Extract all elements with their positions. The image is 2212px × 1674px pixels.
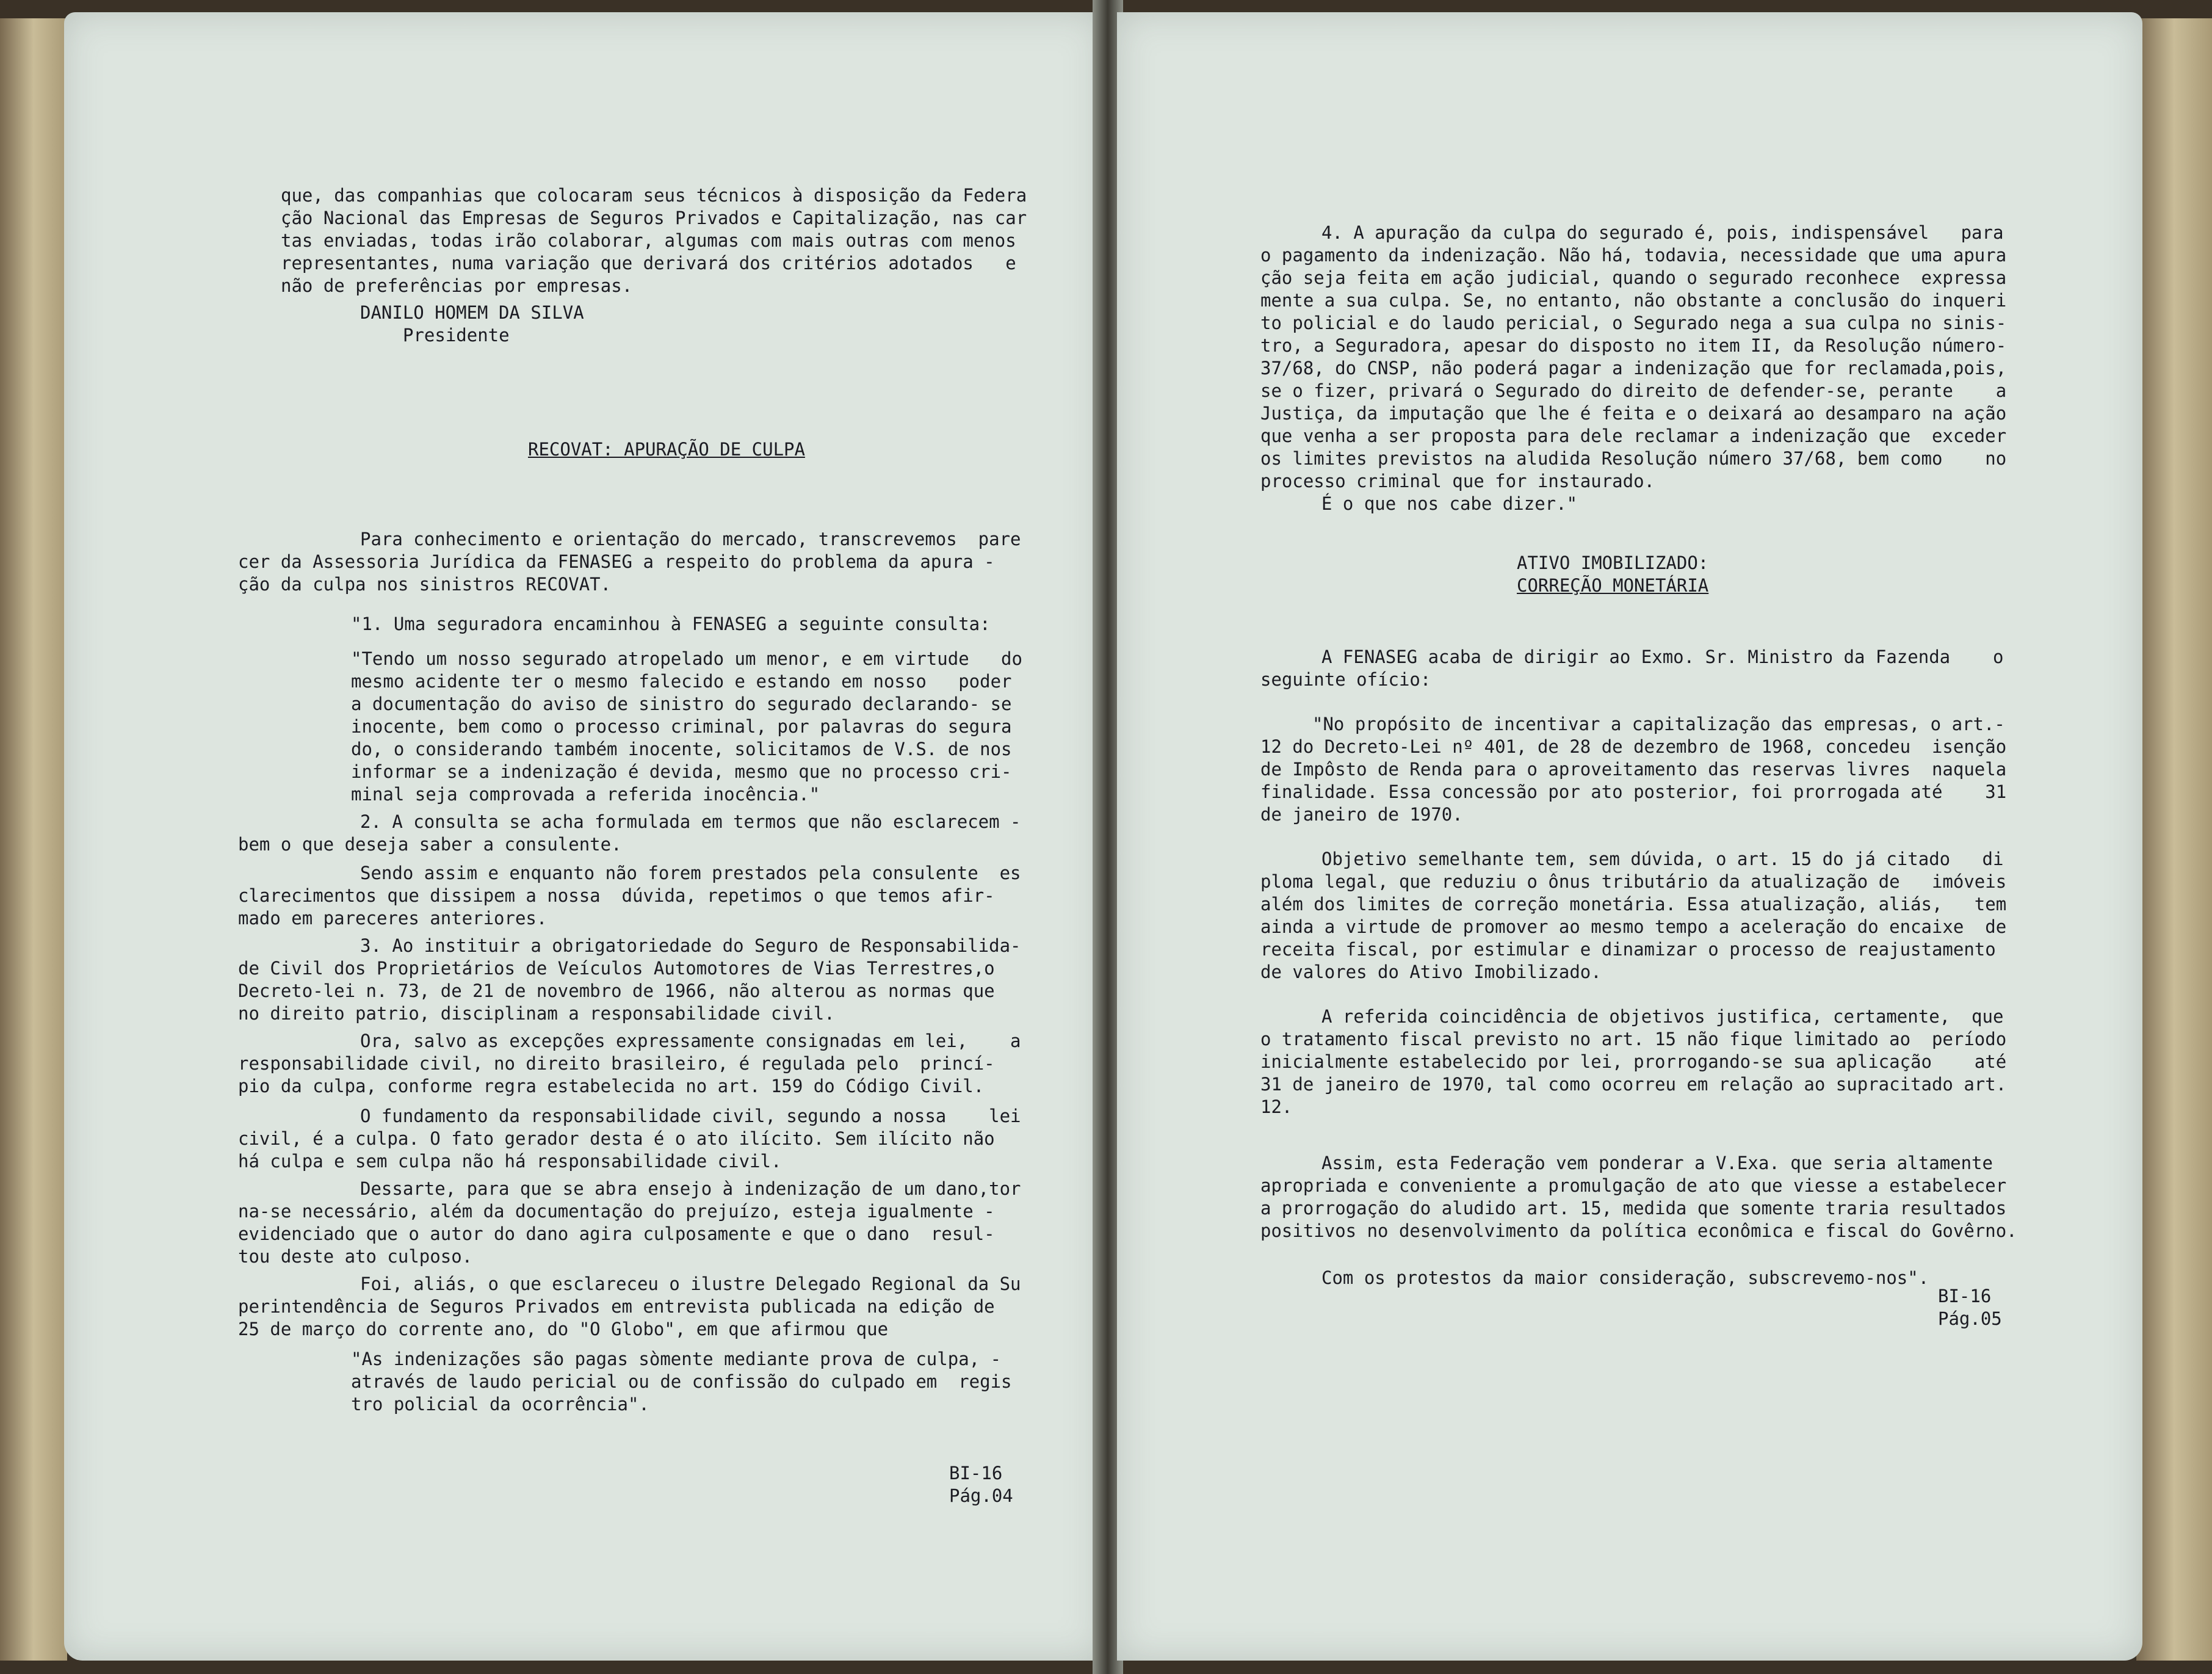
text-line: pio da culpa, conforme regra estabelecida no art. 159 do Código Civil.	[238, 1076, 985, 1096]
text-line: na-se necessário, além da documentação do prejuízo, esteja igualmente -	[238, 1201, 995, 1222]
text-line: 2. A consulta se acha formulada em termos que não esclarecem -	[360, 811, 1021, 832]
text-line: ção Nacional das Empresas de Seguros Privados e Capitalização, nas car	[281, 208, 1027, 228]
text-line: cer da Assessoria Jurídica da FENASEG a respeito do problema da apura -	[238, 551, 995, 572]
text-line: não de preferências por empresas.	[281, 275, 633, 296]
text-line: responsabilidade civil, no direito brasileiro, é regulada pelo princí-	[238, 1053, 995, 1074]
paragraph	[1260, 646, 2127, 691]
text-line: tou deste ato culposo.	[238, 1246, 473, 1267]
text-line: o pagamento da indenização. Não há, todavia, necessidade que uma apura	[1260, 245, 2007, 266]
text-line: Assim, esta Federação vem ponderar a V.Exa. que seria altamente	[1321, 1153, 1993, 1173]
text-line: Decreto-lei n. 73, de 21 de novembro de 1966, não alterou as normas que	[238, 980, 995, 1001]
text-line: no direito patrio, disciplinam a responsabilidade civil.	[238, 1003, 835, 1024]
text-line: Justiça, da imputação que lhe é feita e o deixará ao desamparo na ação	[1260, 403, 2007, 424]
right-page	[1117, 12, 2142, 1661]
text-line: Para conhecimento e orientação do mercado, transcrevemos pare	[360, 529, 1021, 549]
quoted-statement	[281, 1348, 1099, 1416]
text-line: "Tendo um nosso segurado atropelado um menor, e em virtude do	[351, 648, 1022, 669]
page-code: BI-16	[949, 1463, 1003, 1484]
text-line: de janeiro de 1970.	[1260, 804, 1463, 825]
signature-role: Presidente	[403, 325, 510, 346]
page-footer	[949, 1462, 1013, 1507]
text-line: ção seja feita em ação judicial, quando o segurado reconhece expressa	[1260, 267, 2007, 288]
text-line: 25 de março do corrente ano, do "O Globo", em que afirmou que	[238, 1319, 889, 1339]
text-line: mesmo acidente ter o mesmo falecido e estando em nosso poder	[351, 671, 1012, 692]
text-line: 3. Ao instituir a obrigatoriedade do Seguro de Responsabilida-	[360, 935, 1021, 956]
text-line: além dos limites de correção monetária. Essa atualização, aliás, tem	[1260, 894, 2007, 915]
text-line: há culpa e sem culpa não há responsabilidade civil.	[238, 1151, 782, 1172]
closing-line: É o que nos cabe dizer."	[1321, 493, 1578, 514]
section-title: ATIVO IMOBILIZADO:	[1517, 553, 1709, 573]
text-line: que, das companhias que colocaram seus técnicos à disposição da Federa	[281, 185, 1027, 206]
text-line: Foi, aliás, o que esclareceu o ilustre Delegado Regional da Su	[360, 1274, 1021, 1294]
paragraph	[238, 1178, 1099, 1268]
paragraph	[238, 1105, 1099, 1173]
quote-intro: "1. Uma seguradora encaminhou à FENASEG a seguinte consulta:	[351, 614, 991, 634]
paragraph	[238, 1030, 1099, 1098]
text-line: informar se a indenização é devida, mesmo que no processo cri-	[351, 761, 1012, 782]
text-line: através de laudo pericial ou de confissão do culpado em regis	[351, 1371, 1012, 1392]
text-line: to policial e do laudo pericial, o Segurado nega a sua culpa no sinis-	[1260, 313, 2007, 333]
paragraph	[1260, 713, 2127, 826]
text-line: positivos no desenvolvimento da política econômica e fiscal do Govêrno.	[1260, 1220, 2017, 1241]
book-edge-left	[0, 18, 67, 1661]
text-line: os limites previstos na aludida Resolução número 37/68, bem como no	[1260, 448, 2007, 469]
text-line: tro policial da ocorrência".	[351, 1394, 649, 1415]
page-footer	[1938, 1285, 2002, 1330]
closing-salutation: Com os protestos da maior consideração, subscrevemo-nos".	[1321, 1267, 1929, 1288]
text-line: que venha a ser proposta para dele reclamar a indenização que exceder	[1260, 426, 2007, 446]
text-line: de Impôsto de Renda para o aproveitamento das reservas livres naquela	[1260, 759, 2007, 780]
text-line: finalidade. Essa concessão por ato posterior, foi prorrogada até 31	[1260, 781, 2007, 802]
text-line: do, o considerando também inocente, solicitamos de V.S. de nos	[351, 739, 1012, 759]
page-number: Pág.05	[1938, 1308, 2002, 1329]
section-subtitle: CORREÇÃO MONETÁRIA	[1517, 575, 1709, 596]
signature-name: DANILO HOMEM DA SILVA	[360, 302, 584, 323]
text-line: mente a sua culpa. Se, no entanto, não obstante a conclusão do inqueri	[1260, 290, 2007, 311]
text-line: 37/68, do CNSP, não poderá pagar a indenização que for reclamada,pois,	[1260, 358, 2007, 379]
text-line: 4. A apuração da culpa do segurado é, pois, indispensável para	[1321, 222, 2004, 243]
text-line: inicialmente estabelecido por lei, prorrogando-se sua aplicação até	[1260, 1051, 2007, 1072]
paragraph	[1260, 1152, 2127, 1242]
section-title: RECOVAT: APURAÇÃO DE CULPA	[528, 439, 805, 460]
paragraph	[238, 862, 1099, 930]
text-line: Sendo assim e enquanto não forem prestados pela consulente es	[360, 863, 1021, 883]
text-line: O fundamento da responsabilidade civil, segundo a nossa lei	[360, 1106, 1021, 1126]
right-page-text	[1260, 222, 2127, 1289]
page-code: BI-16	[1938, 1286, 1992, 1306]
left-page	[64, 12, 1102, 1661]
text-line: "As indenizações são pagas sòmente mediante prova de culpa, -	[351, 1349, 1002, 1369]
paragraph	[238, 811, 1099, 856]
text-line: bem o que deseja saber a consulente.	[238, 834, 622, 855]
text-line: de valores do Ativo Imobilizado.	[1260, 962, 1602, 982]
text-line: se o fizer, privará o Segurado do direito de defender-se, perante a	[1260, 380, 2007, 401]
text-line: apropriada e conveniente a promulgação de ato que viesse a estabelecer	[1260, 1175, 2007, 1196]
text-line: representantes, numa variação que derivará dos critérios adotados e	[281, 253, 1016, 274]
text-line: o tratamento fiscal previsto no art. 15 não fique limitado ao período	[1260, 1029, 2007, 1049]
paragraph	[1260, 1005, 2127, 1118]
text-line: Dessarte, para que se abra ensejo à indenização de um dano,tor	[360, 1178, 1021, 1199]
text-line: a prorrogação do aludido art. 15, medida que somente traria resultados	[1260, 1198, 2007, 1219]
text-line: tro, a Seguradora, apesar do disposto no item II, da Resolução número-	[1260, 335, 2007, 356]
left-page-text	[238, 184, 1099, 1416]
text-line: receita fiscal, por estimular e dinamizar o processo de reajustamento	[1260, 939, 1996, 960]
text-line: Objetivo semelhante tem, sem dúvida, o art. 15 do já citado di	[1321, 849, 2004, 869]
text-line: clarecimentos que dissipem a nossa dúvida, repetimos o que temos afir-	[238, 885, 995, 906]
text-line: tas enviadas, todas irão colaborar, algumas com mais outras com menos	[281, 230, 1016, 251]
text-line: A FENASEG acaba de dirigir ao Exmo. Sr. Ministro da Fazenda o	[1321, 647, 2004, 667]
text-line: perintendência de Seguros Privados em entrevista publicada na edição de	[238, 1296, 995, 1317]
text-line: ploma legal, que reduziu o ônus tributário da atualização de imóveis	[1260, 871, 2007, 892]
paragraph	[238, 1273, 1099, 1341]
text-line: evidenciado que o autor do dano agira culposamente e que o dano resul-	[238, 1223, 995, 1244]
quoted-consultation	[281, 648, 1099, 806]
text-line: 12 do Decreto-Lei nº 401, de 28 de dezembro de 1968, concedeu isenção	[1260, 736, 2007, 757]
paragraph	[1260, 848, 2127, 984]
text-line: "No propósito de incentivar a capitalização das empresas, o art.-	[1312, 714, 2005, 734]
text-line: Ora, salvo as excepções expressamente consignadas em lei, a	[360, 1031, 1021, 1051]
text-line: A referida coincidência de objetivos justifica, certamente, que	[1321, 1006, 2004, 1027]
intro-paragraph	[281, 184, 1099, 297]
text-line: inocente, bem como o processo criminal, por palavras do segura	[351, 716, 1012, 737]
text-line: civil, é a culpa. O fato gerador desta é o ato ilícito. Sem ilícito não	[238, 1128, 995, 1149]
text-line: seguinte ofício:	[1260, 669, 1431, 690]
text-line: a documentação do aviso de sinistro do segurado declarando- se	[351, 694, 1012, 714]
paragraph	[238, 935, 1099, 1025]
text-line: minal seja comprovada a referida inocência."	[351, 784, 820, 805]
paragraph	[1260, 222, 2127, 515]
paragraph	[238, 528, 1099, 596]
text-line: ainda a virtude de promover ao mesmo tempo a aceleração do encaixe de	[1260, 916, 2007, 937]
text-line: mado em pareceres anteriores.	[238, 908, 548, 929]
text-line: ção da culpa nos sinistros RECOVAT.	[238, 574, 612, 595]
page-number: Pág.04	[949, 1485, 1013, 1506]
text-line: processo criminal que for instaurado.	[1260, 471, 1655, 491]
book-edge-right	[2136, 18, 2212, 1661]
text-line: de Civil dos Proprietários de Veículos Automotores de Vias Terrestres,o	[238, 958, 995, 979]
text-line: 12.	[1260, 1096, 1293, 1117]
text-line: 31 de janeiro de 1970, tal como ocorreu em relação ao supracitado art.	[1260, 1074, 2007, 1095]
